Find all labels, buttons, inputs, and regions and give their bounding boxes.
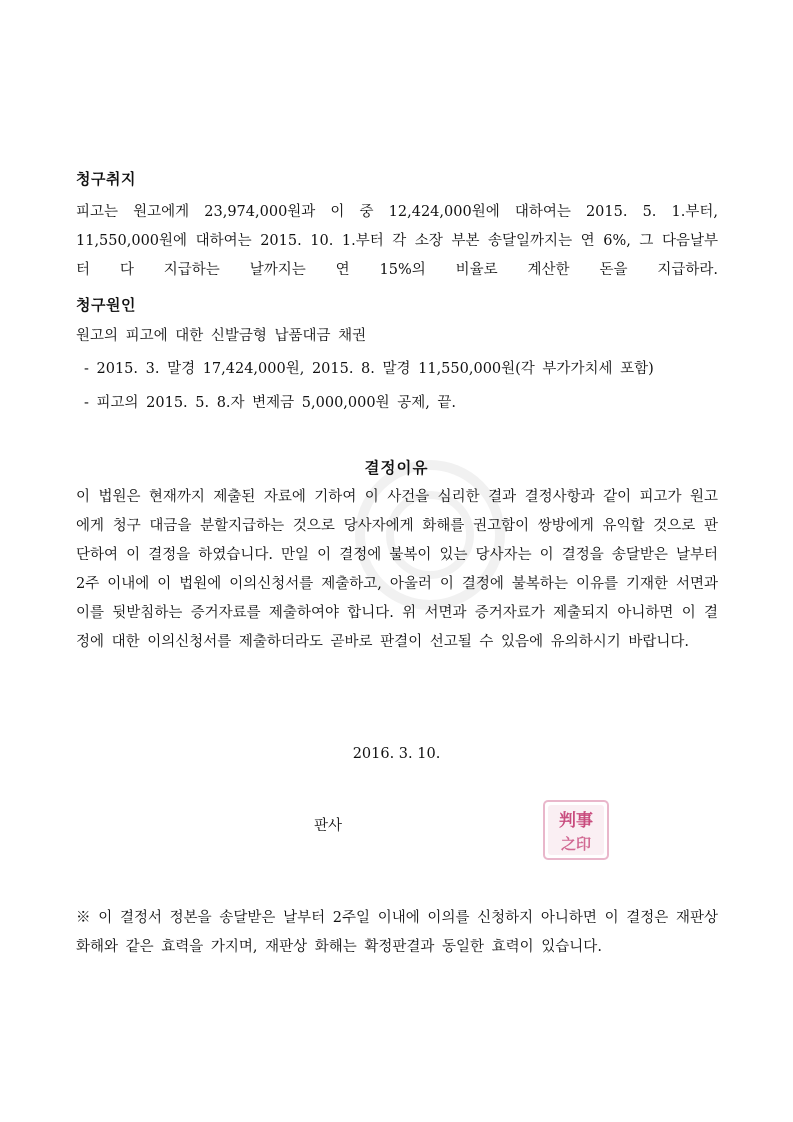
reasons-text: 이 법원은 현재까지 제출된 자료에 기하여 이 사건을 심리한 결과 결정사항과 같이 피고가 원고에게 청구 대금을 분할지급하는 것으로 당사자에게 화해를 권고함이 쌍방에게 유익할 것으로 판단하여 이 결정을 하였습니다. 만일 이 결정에 불복이 있는 당사자는 이 결정을 송달받은 날부터 2주 이내에 이 법원에 이의신청서를 제출하고, 아울러 이 결정에 불복하는 이유를 기재한 서면과 이를 뒷받침하는 증거자료를 제출하여야 합니다. 위 서면과 증거자료가 제출되지 아니하면 이 결정에 대한 이의신청서를 제출하더라도 곧바로 판결이 선고될 수 있음에 유의하시기 바랍니다. — [76, 489, 718, 650]
judge-seal-icon — [540, 795, 612, 863]
judge-label: 판사 — [314, 818, 343, 834]
svg-text:判事: 判事 — [559, 811, 593, 831]
claim-cause-heading: 청구원인 — [76, 296, 136, 314]
claim-cause-item: - 피고의 2015. 5. 8.자 변제금 5,000,000원 공제, 끝. — [84, 395, 457, 411]
claim-purpose-heading: 청구취지 — [76, 170, 136, 188]
claim-purpose-text: 피고는 원고에게 23,974,000원과 이 중 12,424,000원에 대하여는 2015. 5. 1.부터, 11,550,000원에 대하여는 2015. 10. 1.부터 각 소장 부본 송달일까지는 연 6%, 그 다음날부터 다 지급하는 날까지는 연 15%의 비율로 계산한 돈을 지급하라. — [76, 204, 718, 278]
claim-cause-item: - 2015. 3. 말경 17,424,000원, 2015. 8. 말경 11,550,000원(각 부가가치세 포함) — [84, 361, 654, 377]
notice-text: ※ 이 결정서 정본을 송달받은 날부터 2주일 이내에 이의를 신청하지 아니하면 이 결정은 재판상 화해와 같은 효력을 가지며, 재판상 화해는 확정판결과 동일한 효력이 있습니다. — [76, 910, 718, 955]
claim-cause-intro: 원고의 피고에 대한 신발금형 납품대금 채권 — [76, 328, 367, 344]
decision-date: 2016. 3. 10. — [352, 746, 441, 762]
reasons-heading: 결정이유 — [364, 459, 429, 477]
svg-text:之印: 之印 — [560, 835, 592, 853]
